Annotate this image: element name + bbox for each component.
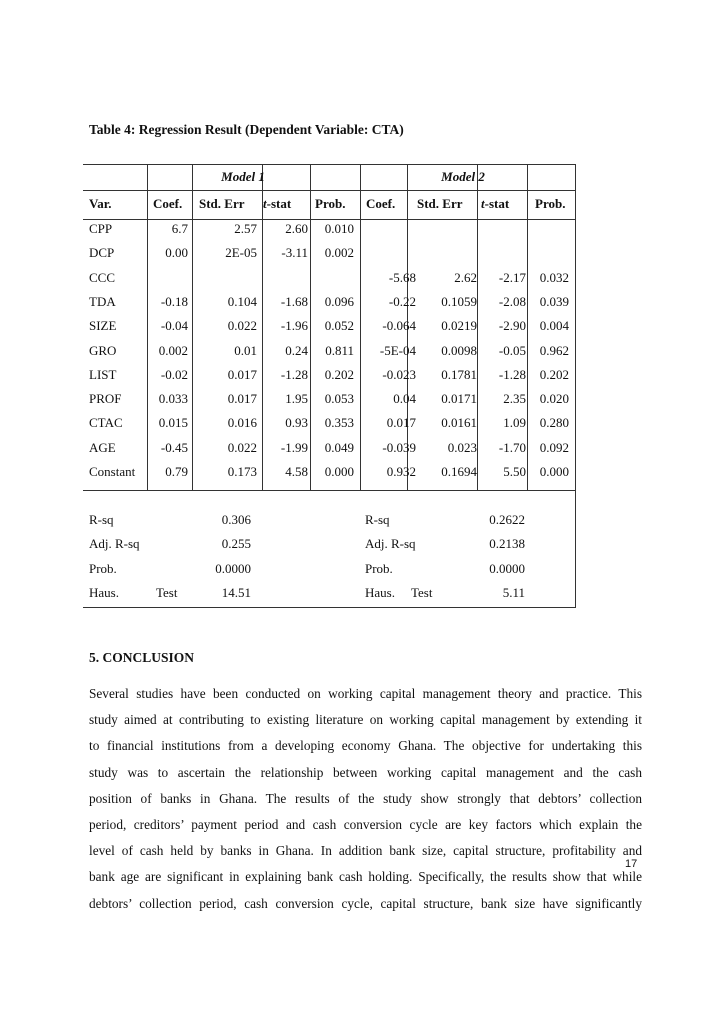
stat-value-model1: 14.51: [221, 584, 251, 600]
cell-model1: 0.002: [158, 342, 188, 358]
stat-value-model2: 5.11: [502, 584, 525, 600]
cell-model2: -0.05: [498, 342, 526, 358]
cell-model2: 0.280: [539, 415, 569, 431]
cell-model1: 0.049: [324, 439, 354, 455]
cell-model1: -1.96: [280, 318, 308, 334]
section-heading: 5. CONCLUSION: [89, 650, 195, 665]
cell-model1: 0.202: [324, 366, 354, 382]
cell-model1: -3.11: [281, 245, 308, 261]
stat-value-model1: 0.255: [221, 536, 251, 552]
cell-model1: 4.58: [285, 464, 308, 479]
cell-model2: -0.023: [382, 366, 416, 382]
cell-model2: 0.032: [539, 269, 569, 285]
table-caption: Table 4: Regression Result (Dependent Variable: CTA): [89, 122, 404, 137]
cell-model1: 0.010: [324, 221, 354, 236]
cell-model1: 0.033: [158, 391, 188, 407]
cell-model1: 0.24: [285, 342, 308, 358]
cell-model1: 0.104: [227, 293, 257, 309]
row-label: DCP: [89, 245, 115, 261]
cell-model1: 0.022: [227, 439, 257, 455]
cell-model1: 0.353: [324, 415, 354, 431]
model-1-label: Model 1: [221, 169, 265, 184]
cell-model2: 0.0171: [441, 391, 477, 407]
stat-label-model2: Prob.: [365, 560, 393, 576]
paragraph-line: debtors’ collection period, cash conversion cycle, capital structure, bank size have significantly: [89, 895, 642, 911]
cell-model1: 2.60: [285, 221, 308, 236]
row-label: CPP: [89, 221, 113, 236]
cell-model2: -0.064: [382, 318, 416, 334]
stat-sub-model2: Test: [411, 584, 433, 600]
cell-model1: 2E-05: [225, 245, 257, 261]
cell-model2: 0.962: [539, 342, 569, 358]
header-cell: Std. Err: [417, 196, 463, 211]
cell-model1: 0.053: [324, 391, 354, 407]
cell-model2: -0.039: [382, 439, 416, 455]
paragraph-line: bank age are significant in explaining bank cash holding. Specifically, the results show that while: [89, 869, 642, 885]
cell-model2: -0.22: [388, 293, 416, 309]
model-2-label: Model 2: [441, 169, 485, 184]
stat-value-model2: 0.0000: [489, 560, 525, 576]
cell-model2: 0.04: [393, 391, 416, 407]
cell-model1: -0.02: [160, 366, 188, 382]
row-label: AGE: [89, 439, 116, 455]
cell-model1: 0.002: [324, 245, 354, 261]
paragraph-line: Several studies have been conducted on working capital management theory and practice. This: [89, 686, 642, 701]
stat-label-model2: R-sq: [365, 512, 390, 527]
cell-model1: 0.01: [234, 342, 257, 358]
header-m2-tstat: [481, 196, 509, 211]
cell-model1: 0.015: [158, 415, 188, 431]
row-label: CCC: [89, 269, 116, 285]
cell-model1: 6.7: [171, 221, 188, 236]
page-number: 17: [625, 858, 638, 870]
paragraph-line: study was to ascertain the relationship between working capital management and the cash: [89, 764, 642, 780]
cell-model2: 1.09: [503, 415, 526, 431]
row-label: TDA: [89, 293, 116, 309]
cell-model2: 0.932: [386, 464, 416, 479]
row-label: GRO: [89, 342, 117, 358]
cell-model2: -2.90: [498, 318, 526, 334]
cell-model1: 0.811: [325, 342, 354, 358]
cell-model1: 2.57: [234, 221, 257, 236]
cell-model1: 0.052: [324, 318, 354, 334]
cell-model1: 0.79: [165, 464, 188, 479]
paragraph-line: period, creditors’ payment period and cash conversion cycle are key factors which explain the: [89, 817, 642, 832]
cell-model2: -1.28: [498, 366, 526, 382]
cell-model2: -5.68: [388, 269, 416, 285]
stat-label-model1: R-sq: [89, 512, 114, 527]
cell-model1: 0.00: [165, 245, 188, 261]
stat-label-model2: Haus.: [365, 584, 395, 600]
paragraph-line: level of cash held by banks in Ghana. In addition bank size, capital structure, profitability and: [89, 843, 642, 859]
t-italic: t: [481, 196, 485, 211]
cell-model2: 0.004: [539, 318, 569, 334]
header-cell: Coef.: [366, 196, 396, 211]
cell-model2: 0.000: [539, 464, 569, 479]
stat-value-model1: 0.306: [221, 512, 251, 527]
cell-model2: -2.08: [498, 293, 526, 309]
cell-model1: 0.017: [227, 391, 257, 407]
cell-model1: 0.017: [227, 366, 257, 382]
paragraph-line: position of banks in Ghana. The results of the study show strongly that debtors’ collection: [89, 790, 642, 806]
cell-model2: -1.70: [498, 439, 526, 455]
cell-model2: 2.62: [454, 269, 477, 285]
cell-model1: -1.68: [280, 293, 308, 309]
cell-model1: 0.022: [227, 318, 257, 334]
cell-model2: 0.1694: [441, 464, 477, 479]
cell-model2: -2.17: [498, 269, 526, 285]
cell-model1: 1.95: [285, 391, 308, 407]
row-label: PROF: [89, 391, 122, 407]
stat-label-model2: Adj. R-sq: [365, 536, 416, 552]
cell-model2: 0.1781: [441, 366, 477, 382]
cell-model2: 2.35: [503, 391, 526, 407]
tstat-label: -stat: [484, 196, 510, 211]
row-label: SIZE: [89, 318, 117, 334]
cell-model2: 0.202: [539, 366, 569, 382]
stat-label-model1: Adj. R-sq: [89, 536, 140, 552]
cell-model2: 0.0161: [441, 415, 477, 431]
header-cell: Coef.: [153, 196, 183, 211]
stat-value-model2: 0.2138: [489, 536, 525, 552]
cell-model1: 0.096: [324, 293, 354, 309]
cell-model2: 0.020: [539, 391, 569, 407]
tstat-label: -stat: [266, 196, 292, 211]
row-label: LIST: [89, 366, 117, 382]
cell-model2: 0.017: [386, 415, 416, 431]
cell-model1: -1.28: [280, 366, 308, 382]
stat-value-model1: 0.0000: [215, 560, 251, 576]
cell-model2: 0.092: [539, 439, 569, 455]
header-cell: Prob.: [315, 196, 346, 211]
cell-model2: 0.0098: [441, 342, 477, 358]
cell-model2: 0.0219: [441, 318, 477, 334]
cell-model2: -5E-04: [379, 342, 416, 358]
regression-table: [83, 164, 576, 608]
cell-model1: 0.000: [324, 464, 354, 479]
header-cell: Std. Err: [199, 196, 245, 211]
cell-model2: 0.023: [447, 439, 477, 455]
cell-model2: 5.50: [503, 464, 526, 479]
stat-label-model1: Haus.: [89, 584, 119, 600]
paragraph-line: to financial institutions from a developing economy Ghana. The objective for undertaking this: [89, 738, 642, 754]
paragraph-line: study aimed at contributing to existing literature on working capital management by extending it: [89, 712, 642, 728]
cell-model1: -1.99: [280, 439, 308, 455]
cell-model1: 0.016: [227, 415, 257, 431]
row-label: CTAC: [89, 415, 123, 431]
cell-model1: -0.18: [160, 293, 188, 309]
cell-model1: 0.173: [227, 464, 257, 479]
header-cell: Var.: [89, 196, 112, 211]
t-italic: t: [263, 196, 267, 211]
cell-model1: 0.93: [285, 415, 308, 431]
cell-model1: -0.45: [160, 439, 188, 455]
stat-sub-model1: Test: [156, 584, 178, 600]
cell-model1: -0.04: [160, 318, 188, 334]
header-cell: Prob.: [535, 196, 566, 211]
row-label: Constant: [89, 464, 136, 479]
cell-model2: 0.1059: [441, 293, 477, 309]
stat-value-model2: 0.2622: [489, 512, 525, 527]
cell-model2: 0.039: [539, 293, 569, 309]
header-m1-tstat: [263, 196, 291, 211]
stat-label-model1: Prob.: [89, 560, 117, 576]
